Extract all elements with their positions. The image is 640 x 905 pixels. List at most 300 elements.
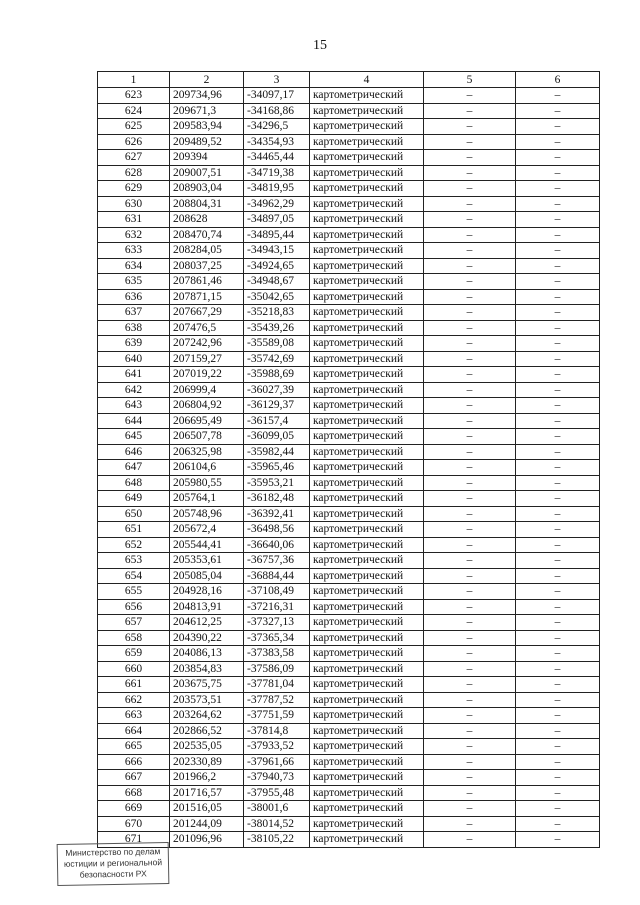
method-cell: картометрический xyxy=(310,739,424,755)
column-6-cell: – xyxy=(516,274,600,290)
x-coordinate-cell: 204813,91 xyxy=(170,599,244,615)
point-number-cell: 624 xyxy=(98,103,170,119)
method-cell: картометрический xyxy=(310,212,424,228)
y-coordinate-cell: -36182,48 xyxy=(244,491,310,507)
y-coordinate-cell: -34354,93 xyxy=(244,134,310,150)
point-number-cell: 642 xyxy=(98,382,170,398)
column-header-3: 3 xyxy=(244,72,310,88)
method-cell: картометрический xyxy=(310,460,424,476)
table-header-row xyxy=(98,72,600,88)
point-number-cell: 634 xyxy=(98,258,170,274)
column-5-cell: – xyxy=(424,661,516,677)
column-5-cell: – xyxy=(424,444,516,460)
y-coordinate-cell: -34465,44 xyxy=(244,150,310,166)
column-6-cell: – xyxy=(516,832,600,848)
method-cell: картометрический xyxy=(310,708,424,724)
x-coordinate-cell: 207667,29 xyxy=(170,305,244,321)
table-row xyxy=(98,801,600,817)
column-6-cell: – xyxy=(516,646,600,662)
column-6-cell: – xyxy=(516,165,600,181)
x-coordinate-cell: 202330,89 xyxy=(170,754,244,770)
table-row xyxy=(98,630,600,646)
table-row xyxy=(98,832,600,848)
table-row xyxy=(98,537,600,553)
method-cell: картометрический xyxy=(310,289,424,305)
point-number-cell: 669 xyxy=(98,801,170,817)
method-cell: картометрический xyxy=(310,692,424,708)
point-number-cell: 633 xyxy=(98,243,170,259)
method-cell: картометрический xyxy=(310,801,424,817)
table-row xyxy=(98,367,600,383)
method-cell: картометрический xyxy=(310,522,424,538)
column-5-cell: – xyxy=(424,274,516,290)
column-6-cell: – xyxy=(516,708,600,724)
point-number-cell: 645 xyxy=(98,429,170,445)
y-coordinate-cell: -34097,17 xyxy=(244,88,310,104)
column-6-cell: – xyxy=(516,615,600,631)
x-coordinate-cell: 203264,62 xyxy=(170,708,244,724)
y-coordinate-cell: -34962,29 xyxy=(244,196,310,212)
column-6-cell: – xyxy=(516,119,600,135)
point-number-cell: 637 xyxy=(98,305,170,321)
column-6-cell: – xyxy=(516,584,600,600)
y-coordinate-cell: -34168,86 xyxy=(244,103,310,119)
y-coordinate-cell: -36129,37 xyxy=(244,398,310,414)
table-row xyxy=(98,506,600,522)
table-row xyxy=(98,382,600,398)
table-row xyxy=(98,816,600,832)
y-coordinate-cell: -34819,95 xyxy=(244,181,310,197)
column-5-cell: – xyxy=(424,429,516,445)
page-number: 15 xyxy=(313,38,327,53)
table-row xyxy=(98,88,600,104)
point-number-cell: 655 xyxy=(98,584,170,600)
x-coordinate-cell: 205980,55 xyxy=(170,475,244,491)
y-coordinate-cell: -35218,83 xyxy=(244,305,310,321)
table-row xyxy=(98,351,600,367)
table-row xyxy=(98,770,600,786)
method-cell: картометрический xyxy=(310,119,424,135)
point-number-cell: 640 xyxy=(98,351,170,367)
stamp-line: Министерство по делам xyxy=(65,846,161,858)
y-coordinate-cell: -34296,5 xyxy=(244,119,310,135)
column-6-cell: – xyxy=(516,739,600,755)
column-header-6: 6 xyxy=(516,72,600,88)
coordinates-table xyxy=(97,71,600,848)
x-coordinate-cell: 206695,49 xyxy=(170,413,244,429)
table-row xyxy=(98,677,600,693)
method-cell: картометрический xyxy=(310,568,424,584)
method-cell: картометрический xyxy=(310,227,424,243)
stamp-line: безопасности РХ xyxy=(79,868,147,880)
table-row xyxy=(98,289,600,305)
y-coordinate-cell: -37108,49 xyxy=(244,584,310,600)
column-6-cell: – xyxy=(516,506,600,522)
column-5-cell: – xyxy=(424,460,516,476)
x-coordinate-cell: 205085,04 xyxy=(170,568,244,584)
column-5-cell: – xyxy=(424,816,516,832)
x-coordinate-cell: 205748,96 xyxy=(170,506,244,522)
point-number-cell: 650 xyxy=(98,506,170,522)
method-cell: картометрический xyxy=(310,243,424,259)
column-5-cell: – xyxy=(424,243,516,259)
column-6-cell: – xyxy=(516,320,600,336)
x-coordinate-cell: 209394 xyxy=(170,150,244,166)
column-6-cell: – xyxy=(516,367,600,383)
point-number-cell: 629 xyxy=(98,181,170,197)
x-coordinate-cell: 201966,2 xyxy=(170,770,244,786)
y-coordinate-cell: -35742,69 xyxy=(244,351,310,367)
column-5-cell: – xyxy=(424,522,516,538)
column-6-cell: – xyxy=(516,134,600,150)
point-number-cell: 646 xyxy=(98,444,170,460)
y-coordinate-cell: -37940,73 xyxy=(244,770,310,786)
column-6-cell: – xyxy=(516,692,600,708)
column-6-cell: – xyxy=(516,103,600,119)
y-coordinate-cell: -34924,65 xyxy=(244,258,310,274)
y-coordinate-cell: -37586,09 xyxy=(244,661,310,677)
y-coordinate-cell: -37327,13 xyxy=(244,615,310,631)
table-body xyxy=(98,88,600,848)
table-row xyxy=(98,150,600,166)
column-5-cell: – xyxy=(424,196,516,212)
column-5-cell: – xyxy=(424,553,516,569)
point-number-cell: 625 xyxy=(98,119,170,135)
x-coordinate-cell: 209583,94 xyxy=(170,119,244,135)
x-coordinate-cell: 204612,25 xyxy=(170,615,244,631)
column-6-cell: – xyxy=(516,398,600,414)
point-number-cell: 643 xyxy=(98,398,170,414)
table-row xyxy=(98,413,600,429)
method-cell: картометрический xyxy=(310,413,424,429)
column-5-cell: – xyxy=(424,677,516,693)
x-coordinate-cell: 205764,1 xyxy=(170,491,244,507)
table-row xyxy=(98,723,600,739)
column-5-cell: – xyxy=(424,150,516,166)
point-number-cell: 630 xyxy=(98,196,170,212)
ministry-stamp xyxy=(57,842,170,886)
x-coordinate-cell: 205353,61 xyxy=(170,553,244,569)
x-coordinate-cell: 206999,4 xyxy=(170,382,244,398)
x-coordinate-cell: 208628 xyxy=(170,212,244,228)
table-row xyxy=(98,274,600,290)
table-row xyxy=(98,785,600,801)
method-cell: картометрический xyxy=(310,320,424,336)
table-row xyxy=(98,599,600,615)
y-coordinate-cell: -35982,44 xyxy=(244,444,310,460)
column-5-cell: – xyxy=(424,181,516,197)
column-6-cell: – xyxy=(516,785,600,801)
column-6-cell: – xyxy=(516,382,600,398)
x-coordinate-cell: 202866,52 xyxy=(170,723,244,739)
column-6-cell: – xyxy=(516,212,600,228)
column-6-cell: – xyxy=(516,522,600,538)
point-number-cell: 671 xyxy=(98,832,170,848)
column-6-cell: – xyxy=(516,491,600,507)
column-5-cell: – xyxy=(424,537,516,553)
column-5-cell: – xyxy=(424,88,516,104)
y-coordinate-cell: -37787,52 xyxy=(244,692,310,708)
table-row xyxy=(98,553,600,569)
point-number-cell: 632 xyxy=(98,227,170,243)
y-coordinate-cell: -37383,58 xyxy=(244,646,310,662)
column-5-cell: – xyxy=(424,413,516,429)
x-coordinate-cell: 208470,74 xyxy=(170,227,244,243)
column-6-cell: – xyxy=(516,553,600,569)
x-coordinate-cell: 208804,31 xyxy=(170,196,244,212)
method-cell: картометрический xyxy=(310,475,424,491)
point-number-cell: 666 xyxy=(98,754,170,770)
column-5-cell: – xyxy=(424,475,516,491)
point-number-cell: 628 xyxy=(98,165,170,181)
x-coordinate-cell: 203854,83 xyxy=(170,661,244,677)
table-row xyxy=(98,568,600,584)
y-coordinate-cell: -36757,36 xyxy=(244,553,310,569)
x-coordinate-cell: 204086,13 xyxy=(170,646,244,662)
x-coordinate-cell: 206507,78 xyxy=(170,429,244,445)
method-cell: картометрический xyxy=(310,150,424,166)
column-5-cell: – xyxy=(424,770,516,786)
column-5-cell: – xyxy=(424,258,516,274)
method-cell: картометрический xyxy=(310,165,424,181)
y-coordinate-cell: -37961,66 xyxy=(244,754,310,770)
x-coordinate-cell: 201516,05 xyxy=(170,801,244,817)
column-5-cell: – xyxy=(424,305,516,321)
point-number-cell: 648 xyxy=(98,475,170,491)
column-5-cell: – xyxy=(424,491,516,507)
x-coordinate-cell: 208284,05 xyxy=(170,243,244,259)
column-6-cell: – xyxy=(516,754,600,770)
method-cell: картометрический xyxy=(310,351,424,367)
x-coordinate-cell: 206804,92 xyxy=(170,398,244,414)
table-row xyxy=(98,181,600,197)
y-coordinate-cell: -34895,44 xyxy=(244,227,310,243)
x-coordinate-cell: 207871,15 xyxy=(170,289,244,305)
table-row xyxy=(98,336,600,352)
point-number-cell: 639 xyxy=(98,336,170,352)
point-number-cell: 659 xyxy=(98,646,170,662)
table-row xyxy=(98,739,600,755)
table-row xyxy=(98,692,600,708)
table-row xyxy=(98,584,600,600)
y-coordinate-cell: -36157,4 xyxy=(244,413,310,429)
x-coordinate-cell: 201096,96 xyxy=(170,832,244,848)
point-number-cell: 651 xyxy=(98,522,170,538)
column-5-cell: – xyxy=(424,212,516,228)
point-number-cell: 631 xyxy=(98,212,170,228)
method-cell: картометрический xyxy=(310,661,424,677)
point-number-cell: 667 xyxy=(98,770,170,786)
column-6-cell: – xyxy=(516,429,600,445)
point-number-cell: 649 xyxy=(98,491,170,507)
method-cell: картометрический xyxy=(310,770,424,786)
column-5-cell: – xyxy=(424,785,516,801)
table-row xyxy=(98,646,600,662)
column-6-cell: – xyxy=(516,770,600,786)
column-6-cell: – xyxy=(516,305,600,321)
point-number-cell: 654 xyxy=(98,568,170,584)
table-row xyxy=(98,227,600,243)
table-row xyxy=(98,320,600,336)
column-6-cell: – xyxy=(516,599,600,615)
column-6-cell: – xyxy=(516,816,600,832)
column-6-cell: – xyxy=(516,444,600,460)
method-cell: картометрический xyxy=(310,196,424,212)
y-coordinate-cell: -34943,15 xyxy=(244,243,310,259)
method-cell: картометрический xyxy=(310,615,424,631)
column-6-cell: – xyxy=(516,258,600,274)
column-5-cell: – xyxy=(424,630,516,646)
method-cell: картометрический xyxy=(310,599,424,615)
y-coordinate-cell: -37814,8 xyxy=(244,723,310,739)
method-cell: картометрический xyxy=(310,398,424,414)
point-number-cell: 665 xyxy=(98,739,170,755)
point-number-cell: 644 xyxy=(98,413,170,429)
point-number-cell: 623 xyxy=(98,88,170,104)
column-5-cell: – xyxy=(424,832,516,848)
point-number-cell: 647 xyxy=(98,460,170,476)
table-row xyxy=(98,522,600,538)
y-coordinate-cell: -35965,46 xyxy=(244,460,310,476)
method-cell: картометрический xyxy=(310,134,424,150)
column-5-cell: – xyxy=(424,615,516,631)
method-cell: картометрический xyxy=(310,258,424,274)
y-coordinate-cell: -38105,22 xyxy=(244,832,310,848)
column-5-cell: – xyxy=(424,165,516,181)
table-row xyxy=(98,615,600,631)
x-coordinate-cell: 209489,52 xyxy=(170,134,244,150)
column-5-cell: – xyxy=(424,351,516,367)
method-cell: картометрический xyxy=(310,646,424,662)
x-coordinate-cell: 207019,22 xyxy=(170,367,244,383)
table-row xyxy=(98,305,600,321)
column-6-cell: – xyxy=(516,181,600,197)
table-row xyxy=(98,243,600,259)
point-number-cell: 662 xyxy=(98,692,170,708)
point-number-cell: 670 xyxy=(98,816,170,832)
method-cell: картометрический xyxy=(310,832,424,848)
column-5-cell: – xyxy=(424,692,516,708)
table-row xyxy=(98,661,600,677)
table-row xyxy=(98,491,600,507)
method-cell: картометрический xyxy=(310,754,424,770)
y-coordinate-cell: -37933,52 xyxy=(244,739,310,755)
column-5-cell: – xyxy=(424,119,516,135)
column-6-cell: – xyxy=(516,723,600,739)
column-5-cell: – xyxy=(424,599,516,615)
y-coordinate-cell: -35953,21 xyxy=(244,475,310,491)
y-coordinate-cell: -34897,05 xyxy=(244,212,310,228)
x-coordinate-cell: 206104,6 xyxy=(170,460,244,476)
point-number-cell: 660 xyxy=(98,661,170,677)
column-6-cell: – xyxy=(516,150,600,166)
x-coordinate-cell: 206325,98 xyxy=(170,444,244,460)
point-number-cell: 656 xyxy=(98,599,170,615)
x-coordinate-cell: 204928,16 xyxy=(170,584,244,600)
y-coordinate-cell: -35439,26 xyxy=(244,320,310,336)
table-row xyxy=(98,103,600,119)
x-coordinate-cell: 202535,05 xyxy=(170,739,244,755)
column-6-cell: – xyxy=(516,196,600,212)
y-coordinate-cell: -37781,04 xyxy=(244,677,310,693)
column-5-cell: – xyxy=(424,336,516,352)
column-5-cell: – xyxy=(424,134,516,150)
method-cell: картометрический xyxy=(310,785,424,801)
stamp-line: юстиции и региональной xyxy=(63,857,163,869)
column-5-cell: – xyxy=(424,723,516,739)
table-row xyxy=(98,258,600,274)
y-coordinate-cell: -36027,39 xyxy=(244,382,310,398)
column-5-cell: – xyxy=(424,801,516,817)
x-coordinate-cell: 203675,75 xyxy=(170,677,244,693)
y-coordinate-cell: -36640,06 xyxy=(244,537,310,553)
method-cell: картометрический xyxy=(310,537,424,553)
column-6-cell: – xyxy=(516,537,600,553)
x-coordinate-cell: 204390,22 xyxy=(170,630,244,646)
x-coordinate-cell: 207159,27 xyxy=(170,351,244,367)
x-coordinate-cell: 208037,25 xyxy=(170,258,244,274)
method-cell: картометрический xyxy=(310,305,424,321)
y-coordinate-cell: -37751,59 xyxy=(244,708,310,724)
y-coordinate-cell: -34719,38 xyxy=(244,165,310,181)
y-coordinate-cell: -35042,65 xyxy=(244,289,310,305)
point-number-cell: 663 xyxy=(98,708,170,724)
y-coordinate-cell: -36099,05 xyxy=(244,429,310,445)
point-number-cell: 664 xyxy=(98,723,170,739)
column-6-cell: – xyxy=(516,88,600,104)
column-6-cell: – xyxy=(516,227,600,243)
column-5-cell: – xyxy=(424,227,516,243)
point-number-cell: 638 xyxy=(98,320,170,336)
column-6-cell: – xyxy=(516,568,600,584)
method-cell: картометрический xyxy=(310,491,424,507)
column-6-cell: – xyxy=(516,243,600,259)
y-coordinate-cell: -34948,67 xyxy=(244,274,310,290)
table-row xyxy=(98,754,600,770)
x-coordinate-cell: 207476,5 xyxy=(170,320,244,336)
x-coordinate-cell: 203573,51 xyxy=(170,692,244,708)
column-6-cell: – xyxy=(516,413,600,429)
column-6-cell: – xyxy=(516,801,600,817)
column-6-cell: – xyxy=(516,336,600,352)
y-coordinate-cell: -36498,56 xyxy=(244,522,310,538)
method-cell: картометрический xyxy=(310,181,424,197)
method-cell: картометрический xyxy=(310,103,424,119)
point-number-cell: 627 xyxy=(98,150,170,166)
x-coordinate-cell: 205672,4 xyxy=(170,522,244,538)
table-row xyxy=(98,475,600,491)
method-cell: картометрический xyxy=(310,506,424,522)
x-coordinate-cell: 205544,41 xyxy=(170,537,244,553)
table-row xyxy=(98,196,600,212)
table-row xyxy=(98,708,600,724)
column-5-cell: – xyxy=(424,367,516,383)
y-coordinate-cell: -35589,08 xyxy=(244,336,310,352)
column-6-cell: – xyxy=(516,289,600,305)
point-number-cell: 652 xyxy=(98,537,170,553)
table-row xyxy=(98,444,600,460)
y-coordinate-cell: -36884,44 xyxy=(244,568,310,584)
column-5-cell: – xyxy=(424,646,516,662)
column-5-cell: – xyxy=(424,289,516,305)
column-6-cell: – xyxy=(516,460,600,476)
column-header-1: 1 xyxy=(98,72,170,88)
x-coordinate-cell: 207242,96 xyxy=(170,336,244,352)
y-coordinate-cell: -38014,52 xyxy=(244,816,310,832)
x-coordinate-cell: 208903,04 xyxy=(170,181,244,197)
method-cell: картометрический xyxy=(310,677,424,693)
table-row xyxy=(98,212,600,228)
